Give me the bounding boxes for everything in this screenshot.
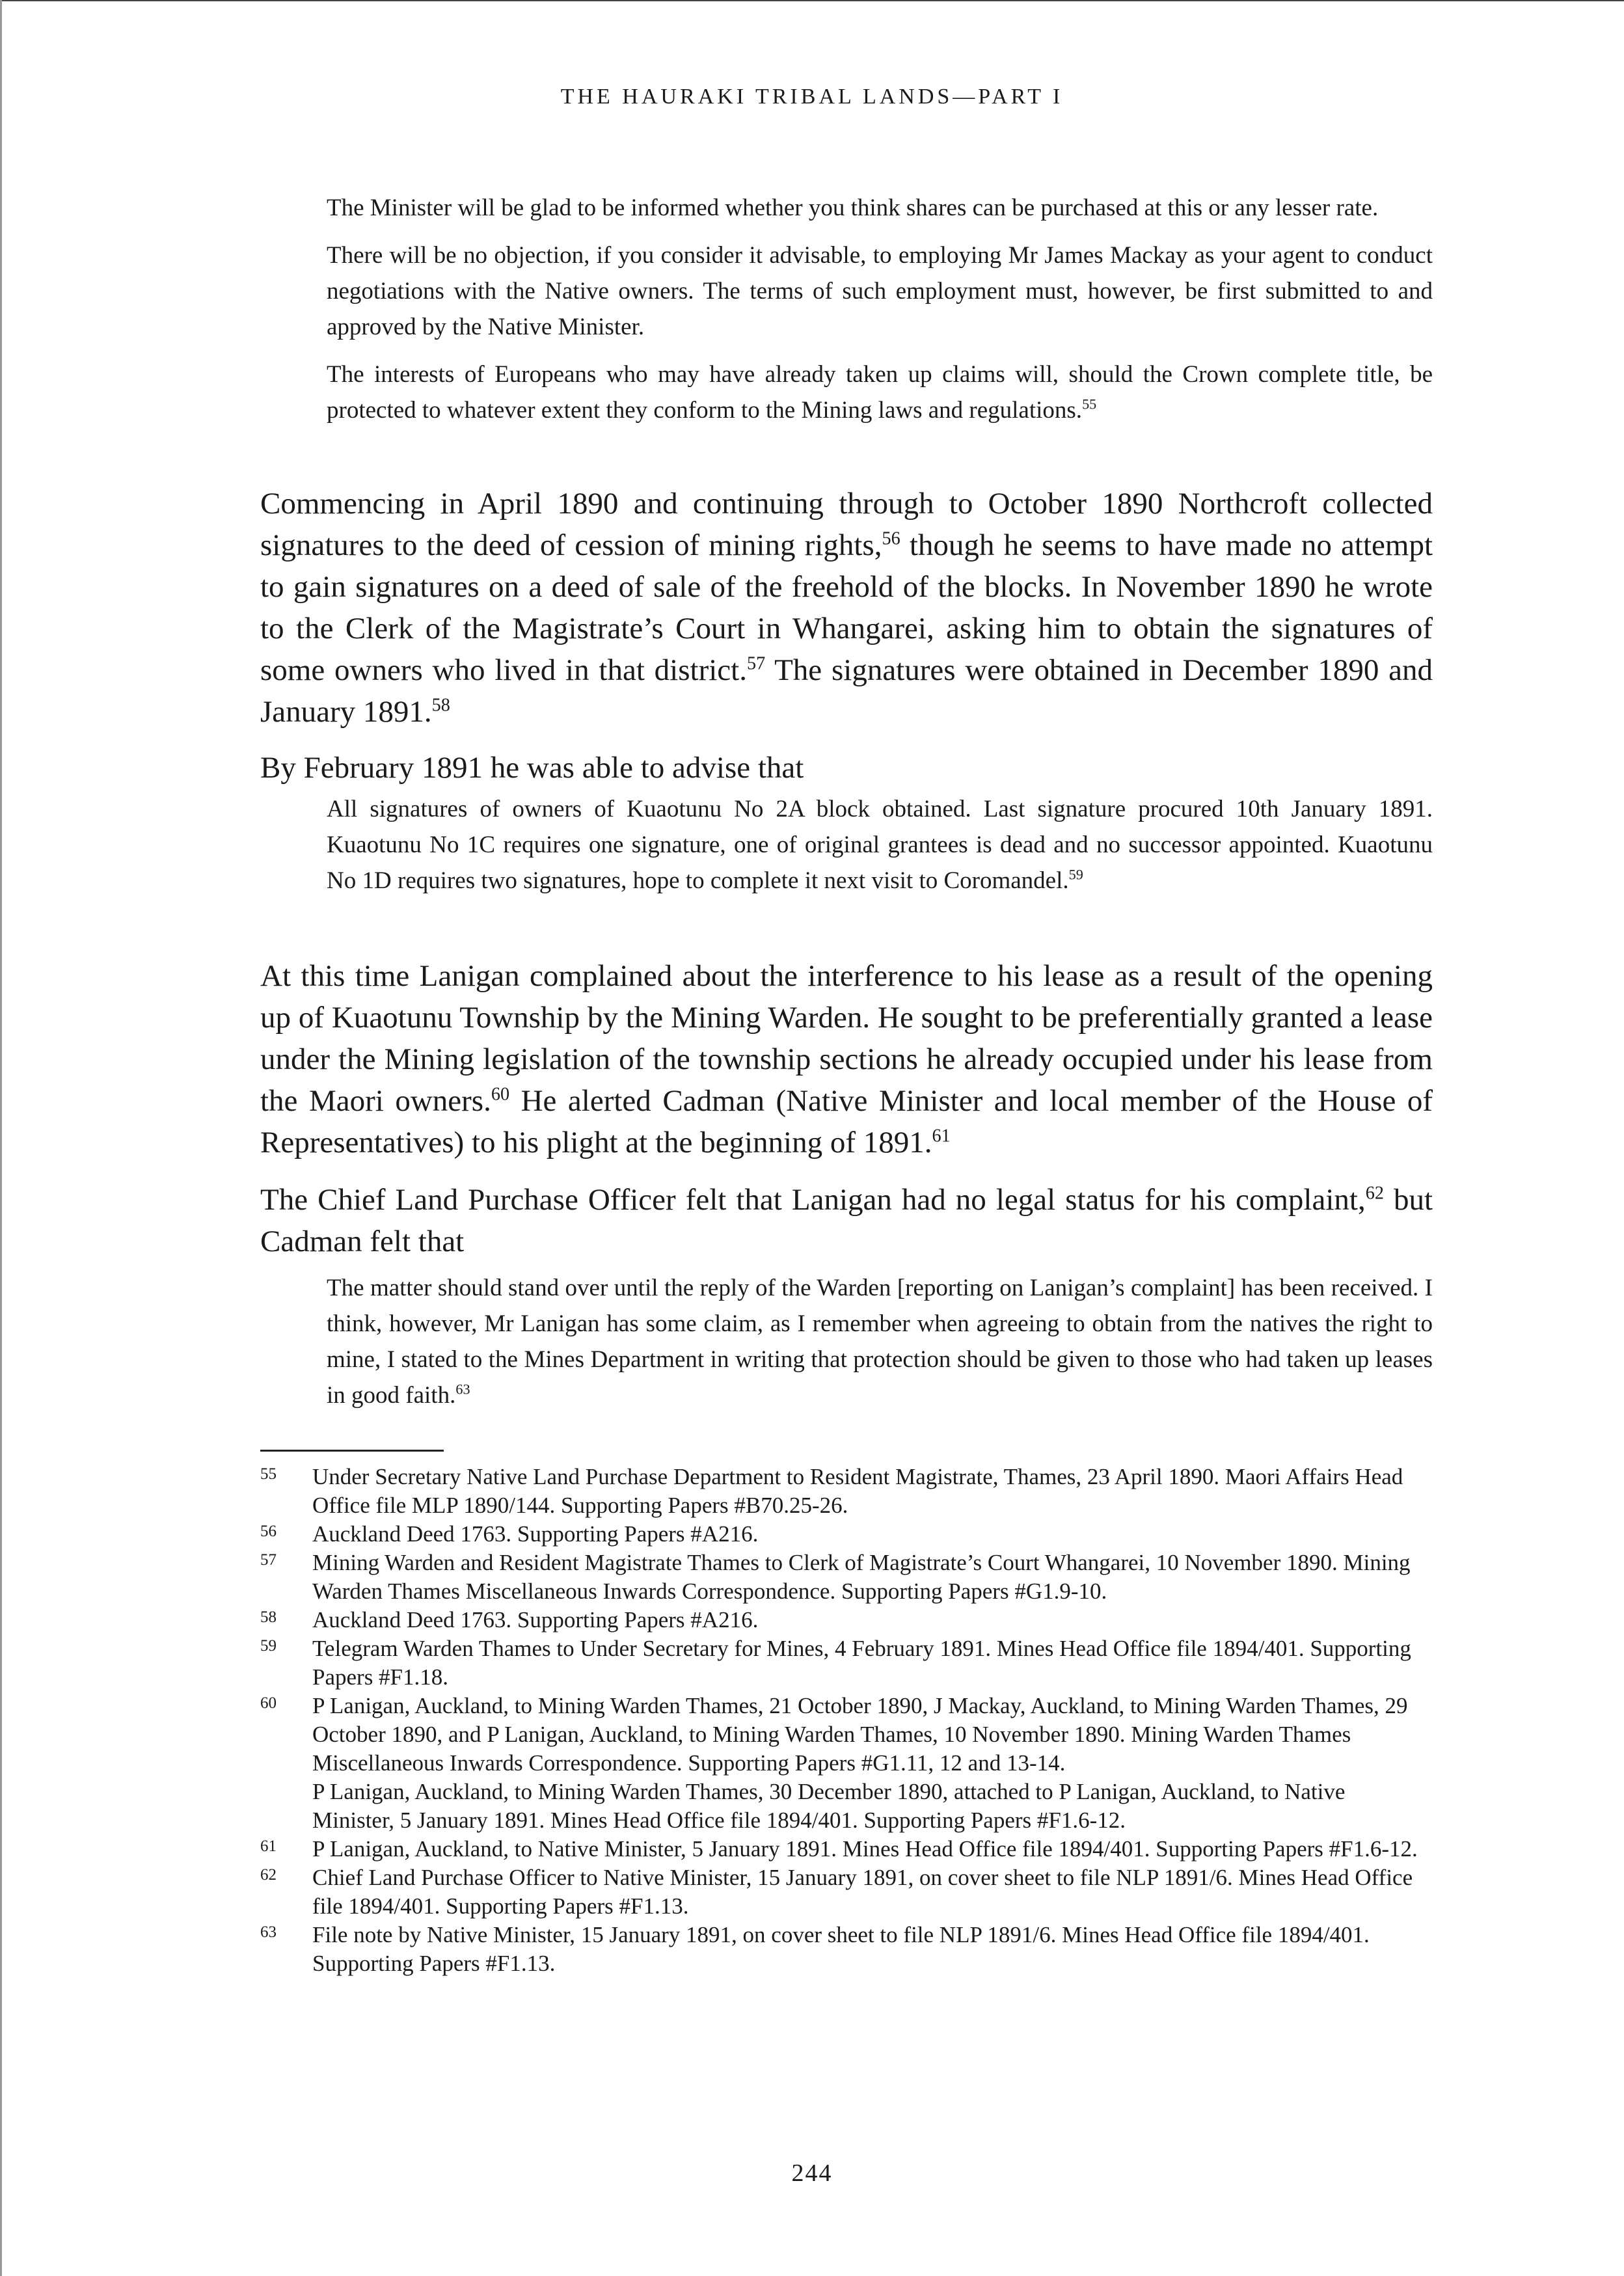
footnote-text: Auckland Deed 1763. Supporting Papers #A216. (312, 1607, 759, 1632)
footnote-number: 57 (260, 1551, 277, 1569)
quote-paragraph (327, 1270, 1433, 1413)
quote-paragraph: The Minister will be glad to be informed whether you think shares can be purchased at this or any lesser rate. (327, 195, 1379, 221)
footnote-text: P Lanigan, Auckland, to Mining Warden Thames, 21 October 1890, J Mackay, Auckland, to Mining Warden Thames, 29 October 1890, and P Lanigan, Auckland, to Mining Warden Thames, 10 November 1890. Mining Warden Thames Miscellaneous Inwards Correspondence. Supporting Papers #G1.11, 12 and 13-14. (312, 1693, 1408, 1776)
para-text: At this time Lanigan complained about the interference to his lease as a result of the opening up of Kuaotunu Township by the Mining Warden. He sought to be preferentially granted a lease under the Mining legislation of the township sections he already occupied under his lease from the Maori owners. (260, 959, 1433, 1118)
footnote-number: 56 (260, 1523, 277, 1540)
footnote-ref: 56 (882, 528, 900, 549)
footnote-text: P Lanigan, Auckland, to Native Minister, 5 January 1891. Mines Head Office file 1894/401. Supporting Papers #F1.6-12. (312, 1836, 1418, 1862)
footnote-continuation (260, 1778, 1433, 1835)
footnote-ref: 58 (431, 695, 450, 716)
quote-text: The matter should stand over until the reply of the Warden [reporting on Lanigan’s complaint] has been received. I think, however, Mr Lanigan has some claim, as I remember when agreeing to obtain from the natives the right to mine, I stated to the Mines Department in writing that protection should be given to those who had taken up leases in good faith. (327, 1275, 1433, 1409)
footnote-item (260, 1634, 1433, 1692)
quote-text: All signatures of owners of Kuaotunu No 2A block obtained. Last signature procured 10th January 1891. Kuaotunu No 1C requires one signature, one of original grantees is dead and no successor appointed. Kuaotunu No 1D requires two signatures, hope to complete it next visit to Coromandel. (327, 796, 1433, 894)
para-text: The signatures were obtained in December 1890 and January 1891. (260, 653, 1433, 729)
footnote-number: 61 (260, 1837, 277, 1855)
footnote-ref: 61 (932, 1126, 951, 1146)
footnote-item (260, 1835, 1433, 1863)
block-quote-signatures (327, 791, 1433, 910)
footnote-item (260, 1549, 1433, 1606)
para-text: though he seems to have made no attempt to gain signatures on a deed of sale of the freehold of the blocks. In November 1890 he wrote to the Clerk of the Magistrate’s Court in Whangarei, asking him to obtain the signatures of some owners who lived in that district. (260, 528, 1433, 687)
footnote-item (260, 1463, 1433, 1520)
quote-paragraph (327, 357, 1433, 428)
footnote-ref: 62 (1365, 1183, 1384, 1204)
footnote-text: Auckland Deed 1763. Supporting Papers #A216. (312, 1521, 759, 1547)
footnote-number: 58 (260, 1608, 277, 1626)
para-text: The Chief Land Purchase Officer felt that Lanigan had no legal status for his complaint, (260, 1183, 1366, 1217)
footnote-text: Under Secretary Native Land Purchase Department to Resident Magistrate, Thames, 23 April 1890. Maori Affairs Head Office file MLP 1890/144. Supporting Papers #B70.25-26. (312, 1464, 1403, 1518)
block-quote-minister (327, 190, 1433, 440)
footnote-number: 62 (260, 1866, 277, 1884)
footnote-number: 63 (260, 1923, 277, 1941)
body-paragraph-february: By February 1891 he was able to advise that (260, 751, 804, 785)
footnote-item (260, 1520, 1433, 1549)
footnote-text: File note by Native Minister, 15 January 1891, on cover sheet to file NLP 1891/6. Mines Head Office file 1894/401. Supporting Papers #F1.13. (312, 1922, 1370, 1976)
quote-text: The interests of Europeans who may have already taken up claims will, should the Crown complete title, be protected to whatever extent they conform to the Mining laws and regulations. (327, 361, 1433, 424)
footnote-item (260, 1692, 1433, 1778)
body-paragraph-signatures (260, 483, 1433, 733)
footnote-ref: 59 (1068, 866, 1083, 883)
footnote-text: Telegram Warden Thames to Under Secretary for Mines, 4 February 1891. Mines Head Office file 1894/401. Supporting Papers #F1.18. (312, 1636, 1411, 1690)
footnote-item (260, 1921, 1433, 1978)
footnote-text: Mining Warden and Resident Magistrate Thames to Clerk of Magistrate’s Court Whangarei, 10 November 1890. Mining Warden Thames Miscellaneous Inwards Correspondence. Supporting Papers #G1.9-10. (312, 1550, 1411, 1604)
block-quote-cadman (327, 1270, 1433, 1425)
footnote-number: 55 (260, 1465, 277, 1483)
page-number: 244 (791, 2160, 833, 2187)
footnote-ref: 57 (746, 653, 766, 674)
footnote-ref: 60 (491, 1084, 510, 1105)
para-text: Commencing in April 1890 and continuing through to October 1890 Northcroft collected signatures to the deed of cession of mining rights, (260, 487, 1433, 562)
footnote-item (260, 1606, 1433, 1634)
footnote-number: 60 (260, 1694, 277, 1712)
left-page-edge (0, 0, 2, 2276)
para-text: but Cadman felt that (260, 1183, 1433, 1258)
footnote-item (260, 1863, 1433, 1921)
body-paragraph-chief-officer (260, 1179, 1433, 1262)
top-border-rule (0, 0, 1624, 1)
footnote-ref: 55 (1082, 396, 1097, 413)
footnotes (260, 1463, 1433, 1978)
footnote-separator (260, 1450, 444, 1452)
quote-paragraph (327, 791, 1433, 899)
footnote-ref: 63 (455, 1381, 470, 1398)
running-head: THE HAURAKI TRIBAL LANDS—PART I (560, 85, 1064, 109)
quote-paragraph: There will be no objection, if you consider it advisable, to employing Mr James Mackay as your agent to conduct negotiations with the Native owners. The terms of such employment must, however, be first submitted to and approved by the Native Minister. (327, 242, 1433, 340)
footnote-number: 59 (260, 1637, 277, 1655)
para-text: He alerted Cadman (Native Minister and local member of the House of Representatives) to his plight at the beginning of 1891. (260, 1084, 1433, 1159)
footnote-text: Chief Land Purchase Officer to Native Minister, 15 January 1891, on cover sheet to file NLP 1891/6. Mines Head Office file 1894/401. Supporting Papers #F1.13. (312, 1865, 1413, 1919)
body-paragraph-lanigan (260, 955, 1433, 1163)
footnote-text: P Lanigan, Auckland, to Mining Warden Thames, 30 December 1890, attached to P Lanigan, Auckland, to Native Minister, 5 January 1891. Mines Head Office file 1894/401. Supporting Papers #F1.6-12. (312, 1779, 1346, 1833)
